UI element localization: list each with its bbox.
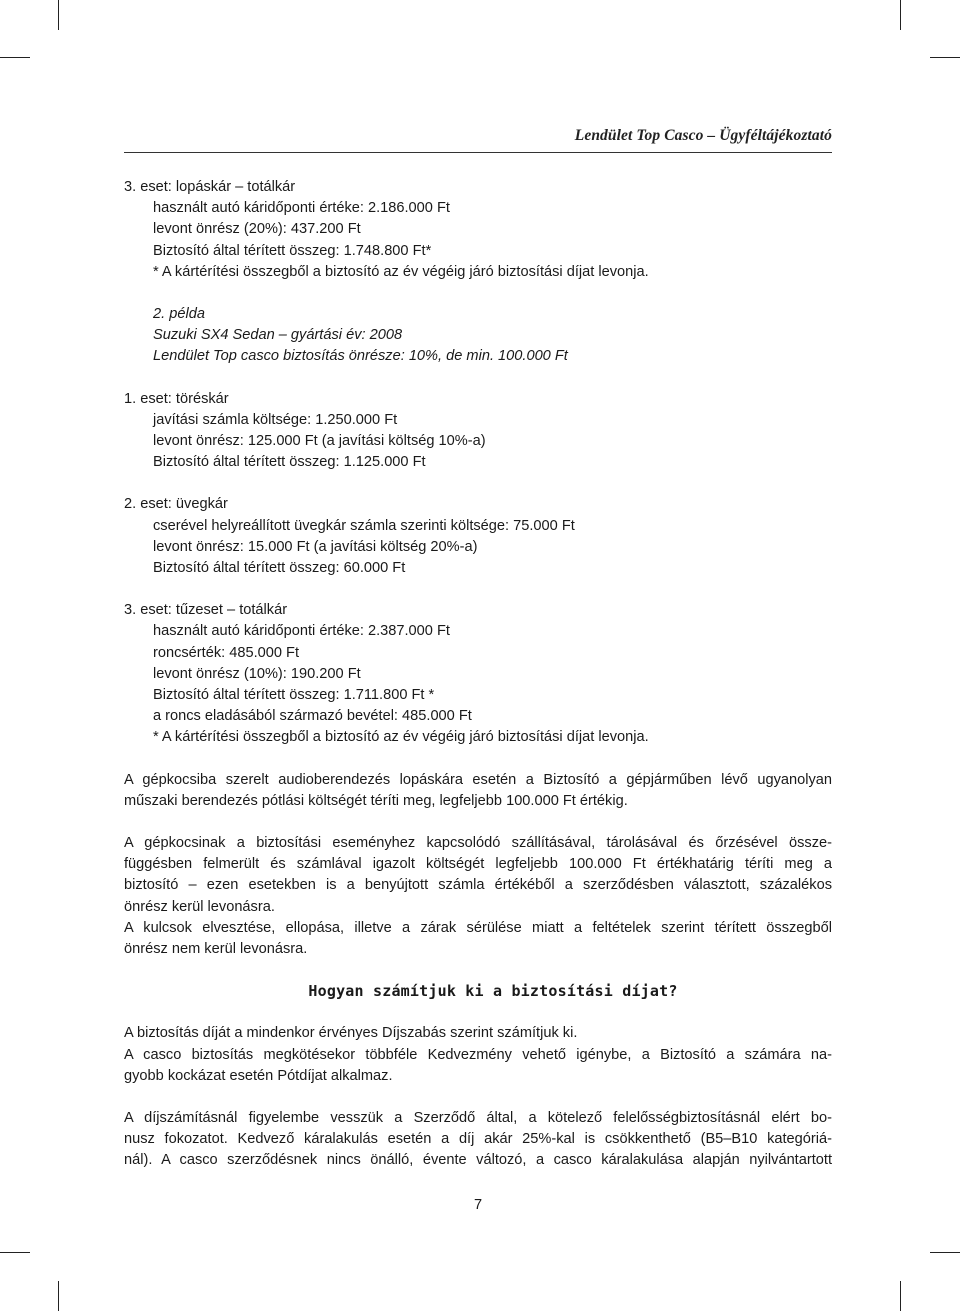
example-car: Suzuki SX4 Sedan – gyártási év: 2008 [153,327,403,344]
paragraph-line: műszaki berendezés pótlási költségét téríti meg, legfeljebb 100.000 Ft értékig. [124,792,628,809]
paragraph-line: A kulcsok elvesztése, ellopása, illetve a zárak sérülése miatt a feltételek szerint térített összegből [124,919,832,936]
case-block-crash [124,389,832,474]
paragraph-line: függésben felmerült és számlával igazolt költségét legfeljebb 100.000 Ft értékhatárig téríti meg a [124,856,832,873]
page-number: 7 [473,1197,483,1213]
page-content [124,177,832,1172]
paragraph-keys [124,918,832,960]
paragraph-bonus [124,1108,832,1172]
case-block-theft [124,177,832,283]
paragraph-line: gyobb kockázat esetén Pótdíjat alkalmaz. [124,1067,393,1084]
case-line: levont önrész (20%): 437.200 Ft [153,221,361,238]
header-rule [124,152,832,153]
running-header: Lendület Top Casco – Ügyféltájékoztató [574,127,832,144]
case-line: levont önrész (10%): 190.200 Ft [153,665,361,682]
crop-mark [58,0,59,30]
paragraph-line: önrész nem kerül levonásra. [124,941,308,958]
paragraph-line: A casco biztosítás megkötésekor többféle Kedvezmény vehető igénybe, a Biztosító a számára na- [124,1046,832,1063]
case-title: 3. eset: tűzeset – totálkár [124,602,288,619]
crop-mark [0,1252,30,1253]
crop-mark [930,1252,960,1253]
case-line: Biztosító által térített összeg: 1.125.000 Ft [153,454,426,471]
example-deductible: Lendület Top casco biztosítás önrésze: 10%, de min. 100.000 Ft [153,348,568,365]
crop-mark [58,1281,59,1311]
case-line: Biztosító által térített összeg: 1.748.800 Ft* [153,242,432,259]
paragraph-line: nusz fokozatot. Kedvező káralakulás esetén a díj akár 25%-kal is csökkenthető (B5–B10 kategóriá- [124,1131,832,1148]
section-heading: Hogyan számítjuk ki a biztosítási díjat? [308,982,678,1001]
case-block-fire [124,600,832,748]
case-line: Biztosító által térített összeg: 1.711.800 Ft * [153,687,435,704]
case-title: 3. eset: lopáskár – totálkár [124,179,296,195]
case-line: roncsérték: 485.000 Ft [153,644,300,661]
case-line: használt autó káridőponti értéke: 2.387.000 Ft [153,623,450,640]
paragraph-fee [124,1023,832,1087]
paragraph-line: önrész kerül levonásra. [124,898,275,915]
case-line: cserével helyreállított üvegkár számla szerinti költsége: 75.000 Ft [153,517,575,534]
case-title: 1. eset: töréskár [124,390,229,407]
crop-mark [900,1281,901,1311]
example-block [124,304,832,368]
example-title: 2. példa [153,306,205,323]
case-line: Biztosító által térített összeg: 60.000 Ft [153,560,406,577]
case-line: levont önrész: 125.000 Ft (a javítási költség 10%-a) [153,433,486,450]
paragraph-audio [124,770,832,812]
paragraph-line: A gépkocsinak a biztosítási eseményhez kapcsolódó szállításával, tárolásával és őrzésével össze- [124,835,832,852]
crop-mark [0,57,30,58]
paragraph-line: A gépkocsiba szerelt audioberendezés lopáskára esetén a Biztosító a gépjárműben lévő ugyanolyan [124,771,832,788]
paragraph-transport [124,833,832,918]
case-line: levont önrész: 15.000 Ft (a javítási költség 20%-a) [153,538,478,555]
paragraph-line: biztosító – ezen esetekben is a benyújtott számla értékéből a szerződésben választott, százalékos [124,877,832,894]
case-line: a roncs eladásából származó bevétel: 485.000 Ft [153,708,472,725]
crop-mark [930,57,960,58]
paragraph-line: A biztosítás díját a mindenkor érvényes Díjszabás szerint számítjuk ki. [124,1025,578,1042]
paragraph-line: nál). A casco szerződésnek nincs önálló, évente változó, a casco káralakulása alapján nyilvántartott [124,1152,832,1169]
case-note: * A kártérítési összegből a biztosító az év végéig járó biztosítási díjat levonja. [153,729,649,746]
case-note: * A kártérítési összegből a biztosító az év végéig járó biztosítási díjat levonja. [153,263,649,280]
case-block-glass [124,494,832,579]
paragraph-line: A díjszámításnál figyelembe vesszük a Szerződő által, a kötelező felelősségbiztosításnál elért bo- [124,1109,832,1126]
case-title: 2. eset: üvegkár [124,496,228,513]
case-line: használt autó káridőponti értéke: 2.186.000 Ft [153,200,450,217]
case-line: javítási számla költsége: 1.250.000 Ft [153,411,398,428]
crop-mark [900,0,901,30]
